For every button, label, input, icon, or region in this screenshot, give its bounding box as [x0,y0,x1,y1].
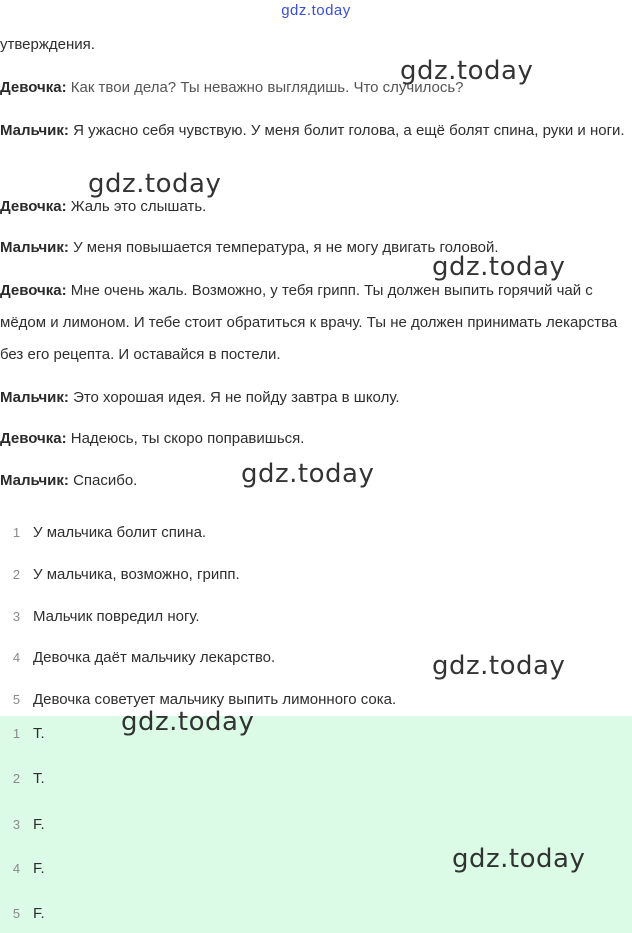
item-number: 2 [12,567,21,582]
item-number: 2 [12,771,21,786]
dialogue-line: утверждения. [0,36,95,53]
statement-item: 3 Мальчик повредил ногу. [0,605,200,629]
dialogue-line: Мальчик: Спасибо. [0,472,138,489]
watermark: gdz.today [432,252,566,282]
item-number: 1 [12,525,21,540]
watermark: gdz.today [400,56,534,86]
answer-item: 5 F. [0,902,45,926]
site-logo[interactable]: gdz.today [281,2,351,19]
answer-item: 1 T. [0,722,45,746]
dialogue-line: Мальчик: Я ужасно себя чувствую. У меня болит голова, а ещё болят спина, руки и ноги. [0,122,625,139]
dialogue-line: Девочка: Мне очень жаль. Возможно, у тебя грипп. Ты должен выпить горячий чай с мёдом и лимоном. И тебе стоит обратиться к врачу. Ты не должен принимать лекарства без его рецепта. И оставайся в постели. [0,282,618,363]
item-number: 5 [12,692,21,707]
answer-item: 2 T. [0,767,45,791]
item-number: 1 [12,726,21,741]
dialogue-line: Девочка: Надеюсь, ты скоро поправишься. [0,430,305,447]
statement-item: 2 У мальчика, возможно, грипп. [0,563,240,587]
answer-panel [0,716,632,933]
item-number: 5 [12,906,21,921]
dialogue-line: Девочка: Как твои дела? Ты неважно выглядишь. Что случилось? [0,79,464,96]
watermark: gdz.today [452,844,586,874]
dialogue-line: Мальчик: У меня повышается температура, я не могу двигать головой. [0,239,499,256]
item-number: 3 [12,817,21,832]
item-number: 4 [12,861,21,876]
watermark: gdz.today [88,169,222,199]
item-number: 4 [12,650,21,665]
watermark: gdz.today [121,707,255,737]
item-number: 3 [12,609,21,624]
answer-item: 4 F. [0,857,45,881]
statement-item: 4 Девочка даёт мальчику лекарство. [0,646,275,670]
watermark: gdz.today [241,459,375,489]
statement-item: 5 Девочка советует мальчику выпить лимонного сока. [0,688,396,712]
watermark: gdz.today [432,651,566,681]
dialogue-line: Девочка: Жаль это слышать. [0,198,207,215]
answer-item: 3 F. [0,813,45,837]
statement-item: 1 У мальчика болит спина. [0,521,206,545]
dialogue-line: Мальчик: Это хорошая идея. Я не пойду завтра в школу. [0,389,400,406]
